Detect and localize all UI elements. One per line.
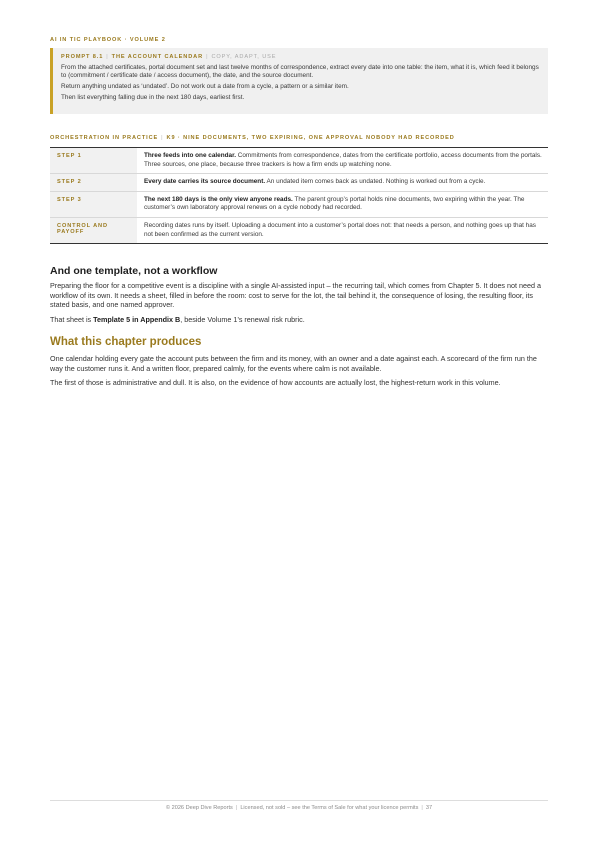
template-reference-paragraph	[50, 315, 550, 325]
section-heading-produces: What this chapter produces	[50, 336, 202, 348]
prompt-header	[61, 54, 540, 60]
prompt-separator: |	[106, 54, 109, 60]
step-text	[137, 192, 548, 217]
prompt-separator: |	[206, 54, 209, 60]
orchestration-case: K9 · NINE DOCUMENTS, TWO EXPIRING, ONE APPROVAL NOBODY HAD RECORDED	[166, 135, 455, 141]
table-row	[50, 192, 548, 218]
orchestration-separator: |	[161, 135, 164, 141]
step-body: An undated item comes back as undated. Nothing is worked out from a cycle.	[265, 178, 486, 186]
template-ref-bold: Template 5 in Appendix B	[93, 315, 181, 324]
step-lead: The next 180 days is the only view anyone reads.	[144, 195, 293, 203]
step-text	[137, 148, 548, 173]
step-label: CONTROL AND PAYOFF	[50, 218, 137, 243]
orchestration-header	[50, 135, 455, 141]
table-row	[50, 148, 548, 174]
orchestration-label: ORCHESTRATION IN PRACTICE	[50, 135, 159, 141]
page-footer	[50, 805, 548, 811]
running-head: AI IN TIC PLAYBOOK · VOLUME 2	[50, 37, 166, 43]
produces-paragraph: One calendar holding every gate the account puts between the firm and its money, with an owner and a date against each. A scorecard of the firm run the way the customer runs it. And a written floor, prepared calmly, for the events where calm is not available.	[50, 354, 537, 373]
table-row	[50, 218, 548, 243]
step-label: STEP 1	[50, 148, 137, 173]
step-body: The parent group’s portal holds nine documents, two expiring within the year. The customer’s own laboratory approval renews on a cycle nobody had recorded.	[144, 195, 525, 212]
step-label: STEP 2	[50, 174, 137, 191]
page-number: 37	[425, 805, 433, 811]
step-lead: Every date carries its source document.	[144, 178, 266, 186]
step-text	[137, 174, 548, 191]
footer-copyright: © 2026 Deep Dive Reports	[165, 805, 233, 811]
step-body: Recording dates runs by itself. Uploading a document into a customer’s portal does not: that needs a person, and nothing goes up that has not been confirmed as the current version.	[144, 221, 536, 238]
prompt-line: Return anything undated as ‘undated’. Do not work out a date from a cycle, a pattern or a similar item.	[61, 83, 349, 91]
prompt-line: From the attached certificates, portal document set and last twelve months of correspondence, extract every date into one table: the item, what it is, which feed it belongs to (commitment / certificate date / access document), the date, and the source document.	[61, 64, 539, 80]
step-body: Commitments from correspondence, dates from the certificate portfolio, access documents from the portals. Three sources, one place, because three trackers is how a firm ends up watching none.	[144, 152, 542, 168]
step-label: STEP 3	[50, 192, 137, 217]
prompt-id: PROMPT 8.1	[61, 54, 104, 60]
template-ref-post: , beside Volume 1’s renewal risk rubric.	[180, 315, 305, 324]
orchestration-table	[50, 147, 548, 244]
footer-separator: |	[235, 805, 238, 811]
section-heading-template: And one template, not a workflow	[50, 265, 218, 277]
prompt-box	[50, 48, 548, 114]
footer-licence: Licensed, not sold – see the Terms of Sale for what your licence permits	[240, 805, 419, 811]
prompt-line: Then list everything falling due in the next 180 days, earliest first.	[61, 94, 245, 102]
footer-separator: |	[421, 805, 423, 811]
produces-paragraph: The first of those is administrative and dull. It is also, on the evidence of how accounts are actually lost, the highest-return work in this volume.	[50, 378, 501, 387]
template-ref-pre: That sheet is	[50, 315, 94, 324]
step-lead: Three feeds into one calendar.	[144, 152, 236, 159]
footer-divider	[50, 800, 548, 801]
prompt-tag: COPY, ADAPT, USE	[211, 54, 277, 60]
template-paragraph: Preparing the floor for a competitive event is a discipline with a single AI-assisted input – the recurring tail, which comes from Chapter 5. It does not need a workflow of its own. It needs a sheet, filled in before the room: cost to serve for the lot, the tail behind it, the consequence of losing, the resulting floor, its stated basis, and one named approver.	[50, 281, 541, 310]
step-text	[137, 218, 548, 243]
table-row	[50, 174, 548, 192]
prompt-title: THE ACCOUNT CALENDAR	[111, 54, 204, 60]
